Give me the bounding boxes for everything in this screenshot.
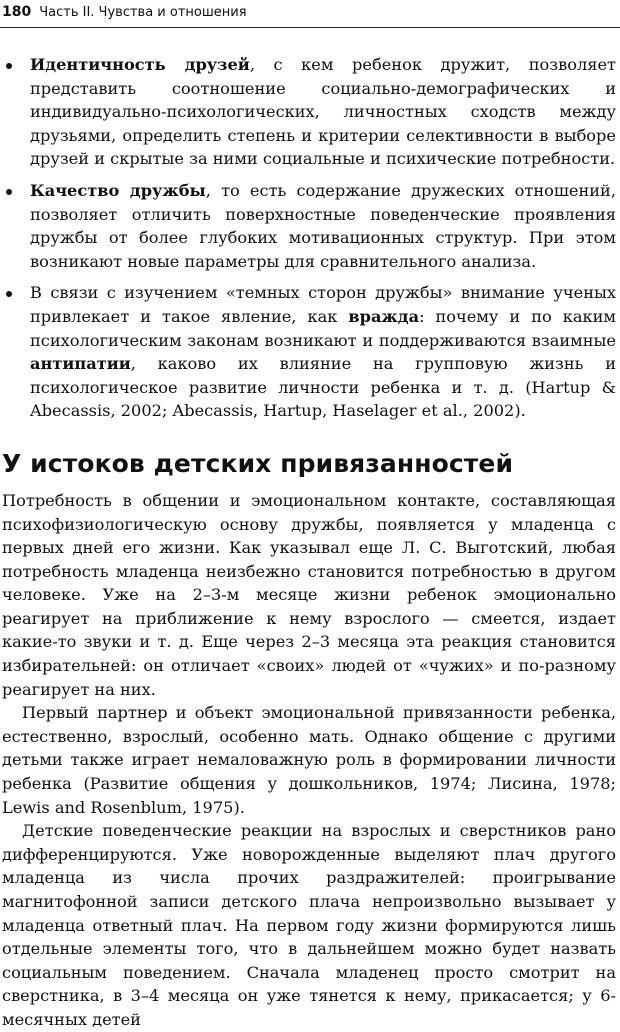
page-content [2, 53, 616, 1032]
term-identity: Идентичность друзей [30, 55, 250, 74]
term-antipathy: антипатии [30, 354, 131, 374]
running-title: Часть II. Чувства и отношения [39, 5, 247, 20]
bullet-dot [6, 291, 12, 297]
bullet-list [2, 53, 616, 423]
bullet-dot [6, 63, 12, 69]
bullet-dot [6, 189, 12, 195]
bullet-text: , с кем ребенок дружит, позволяет представить соотношение социально-демографических и индивидуально-психологических, личностных сходств между друзьями, определить степень и критерии селективности в выборе друзей и скрытые за ними социальные и психические потребности. [30, 55, 616, 169]
paragraph: Первый партнер и объект эмоциональной привязанности ребенка, естественно, взрослый, особенно мать. Однако общение с другими детьми также играет немаловажную роль в формировании личности ребенка (Развитие общения у дошкольников, 1974; Лисина, 1978; Lewis and Rosenblum, 1975). [2, 703, 616, 817]
bullet-text: , то есть содержание дружеских отношений, позволяет отличить поверхностные поведенческие проявления дружбы от более глубоких мотивационных структур. При этом возникают новые параметры для сравнительного анализа. [30, 180, 616, 271]
paragraph: Детские поведенческие реакции на взрослых и сверстников рано дифференцируются. Уже новорожденные выделяют плач другого младенца из числа прочих раздражителей: проигрывание магнитофонной записи детского плача непроизвольно вызывает у младенца ответный плач. На первом году жизни формируются лишь отдельные элементы того, что в дальнейшем можно будет назвать социальным поведением. Сначала младенец просто смотрит на сверстника, в 3–4 месяца он уже тянется к нему, прикасается; у 6-месячных детей [2, 821, 616, 1029]
bullet-text: В связи с изучением «темных сторон дружбы» внимание ученых привлекает и такое явление, как [30, 283, 616, 326]
bullet-text: , каково их влияние на групповую жизнь и психологическое развитие личности ребенка и т. д. (Hartup & Abecassis, 2002; Abecassis, Hartup, Haselager et al., 2002). [30, 354, 616, 421]
term-enmity: вражда [348, 306, 420, 326]
term-quality: Качество дружбы [30, 180, 206, 200]
bullet-item-dark-side [2, 281, 616, 423]
section-heading: У истоков детских привязанностей [2, 448, 514, 478]
bullet-item-identity [2, 53, 616, 171]
bullet-text: : почему и по каким психологическим законам возникают и поддерживаются взаимные [30, 306, 616, 350]
bullet-item-quality [2, 179, 616, 273]
running-header [2, 2, 616, 24]
paragraph: Потребность в общении и эмоциональном контакте, составляющая психофизиологическую основу дружбы, появляется у младенца с первых дней его жизни. Как указывал еще Л. С. Выготский, любая потребность младенца неизбежно становится потребностью в другом человеке. Уже на 2–3-м месяце жизни ребенок эмоционально реагирует на приближение к нему взрослого — смеется, издает какие-то звуки и т. д. Еще через 2–3 месяца эта реакция становится избирательней: он отличает «своих» людей от «чужих» и по-разному реагирует на них. [2, 490, 616, 699]
page-number: 180 [2, 4, 32, 20]
header-rule [0, 27, 620, 28]
